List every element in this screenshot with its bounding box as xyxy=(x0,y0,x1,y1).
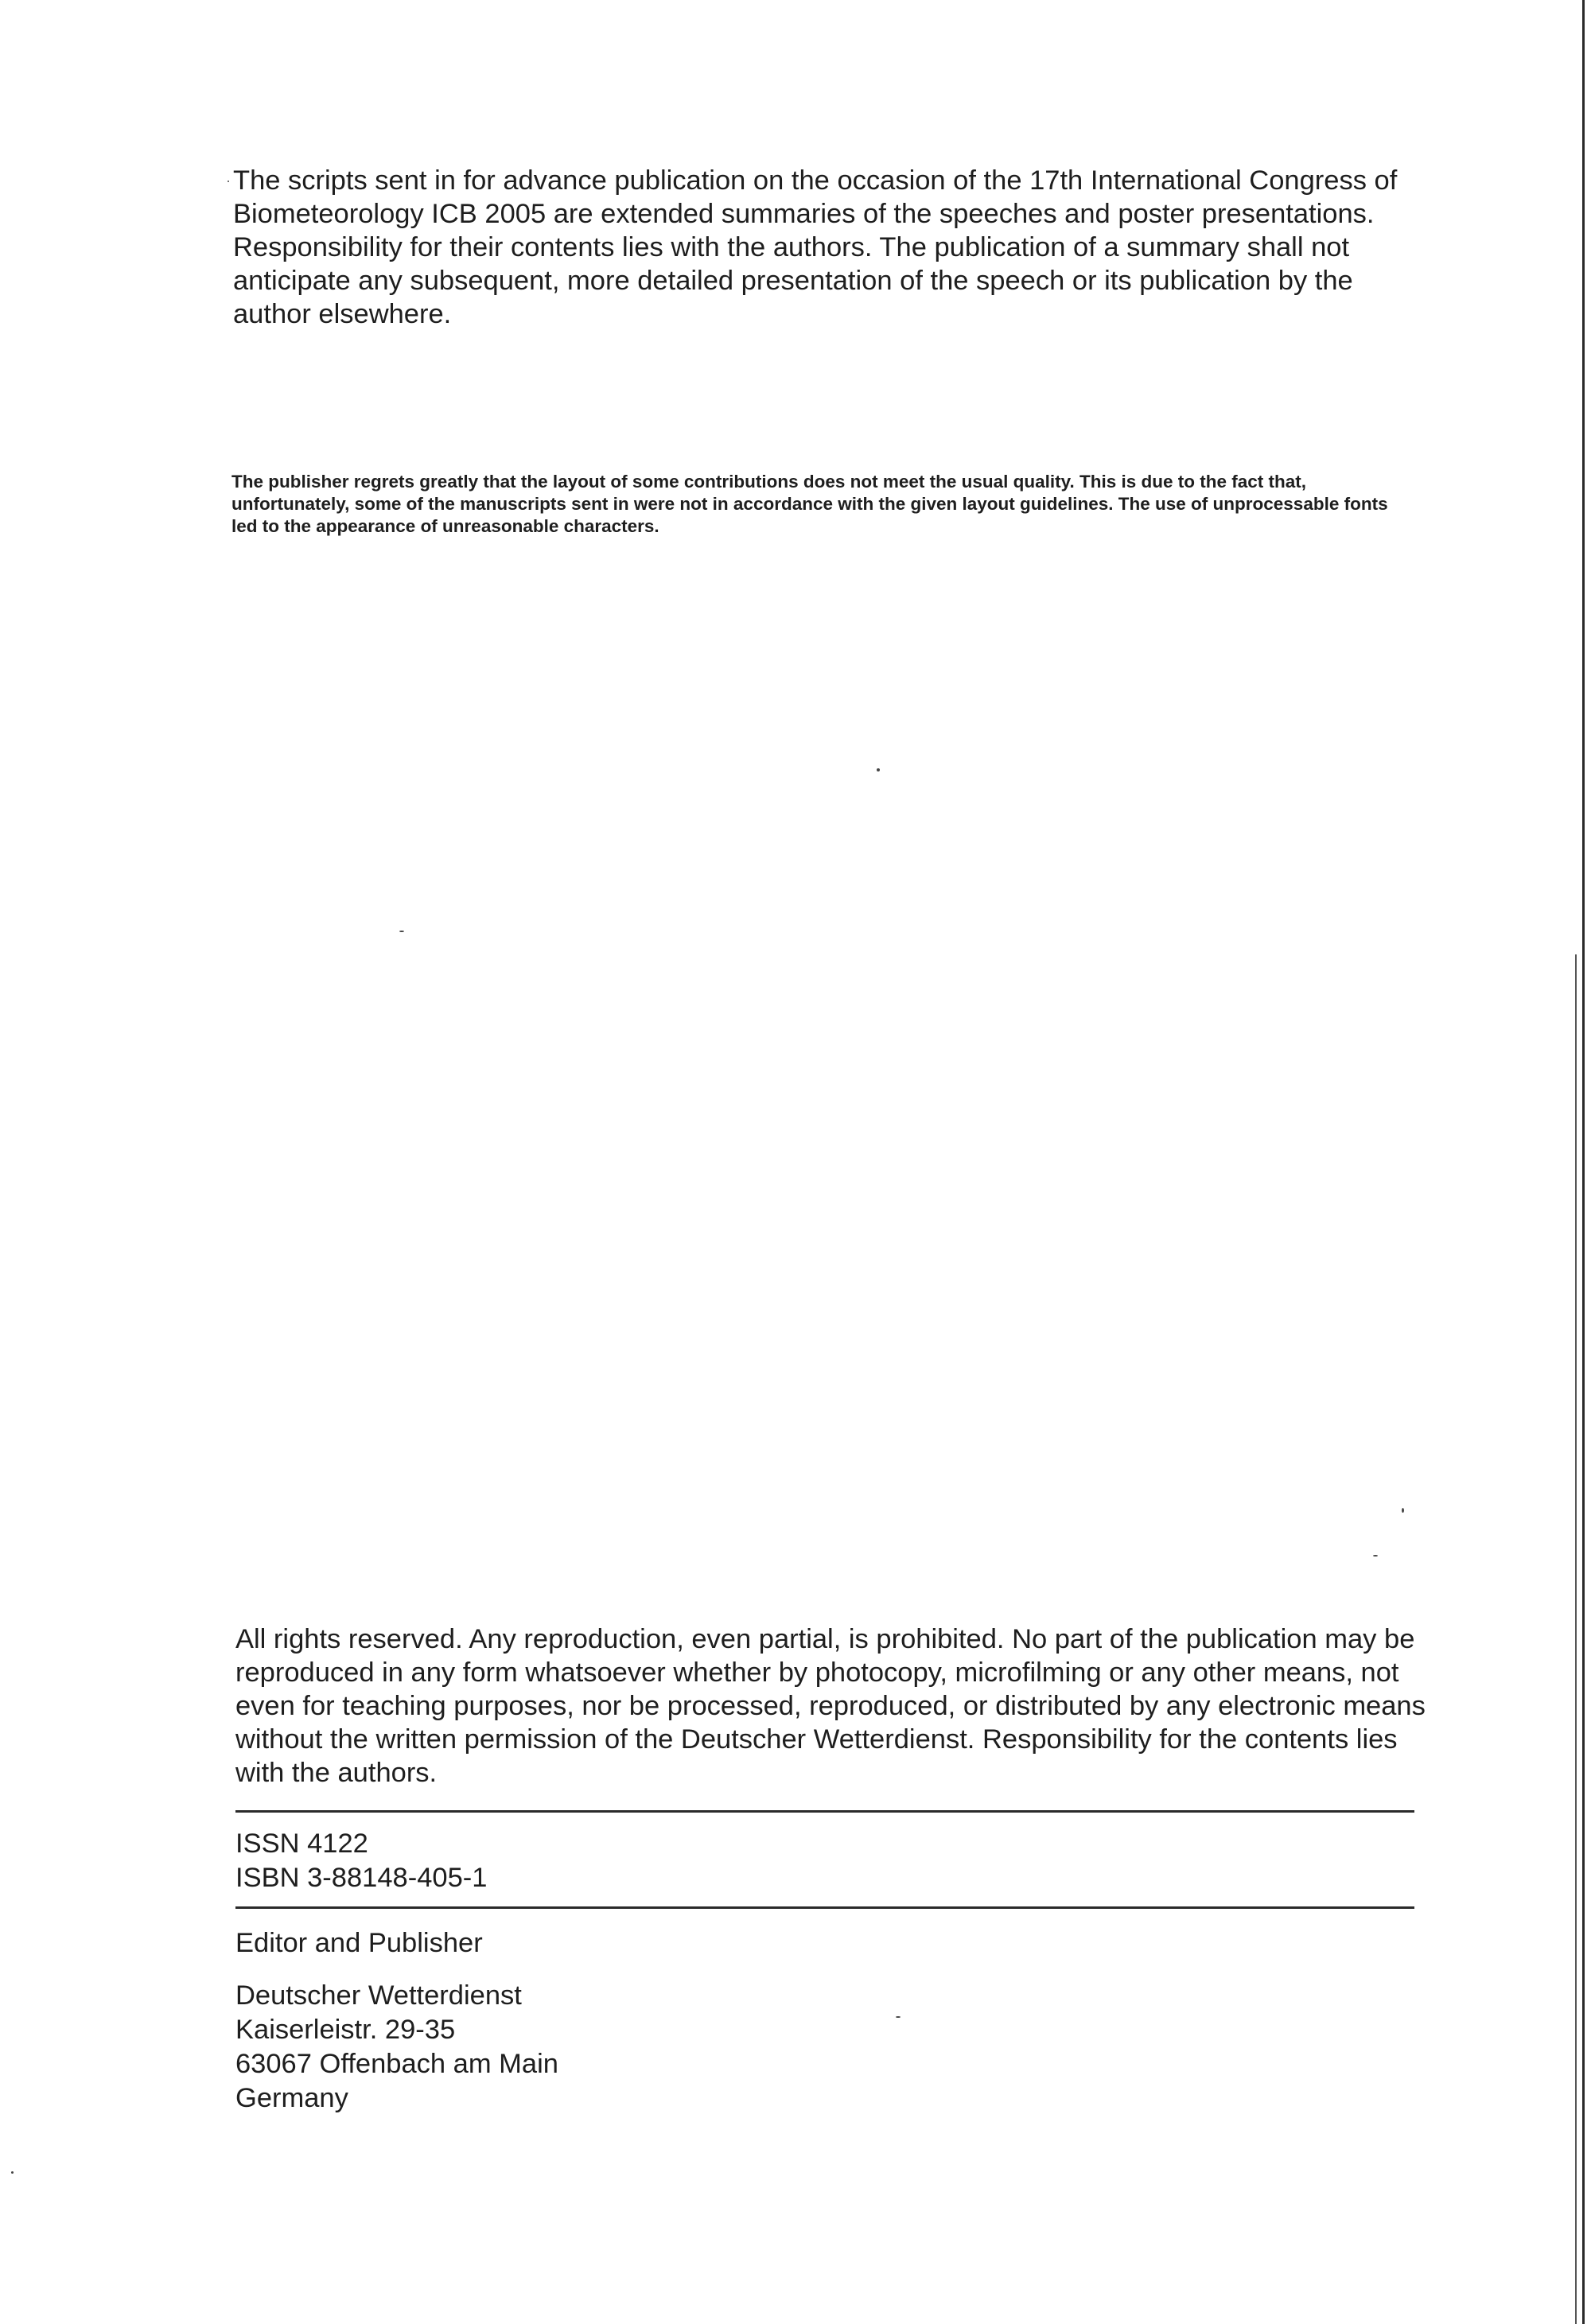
intro-line: The scripts sent in for advance publication on the occasion of the 17th International Congress of xyxy=(233,165,1398,196)
rights-line: with the authors. xyxy=(235,1758,438,1788)
notice-line: led to the appearance of unreasonable characters. xyxy=(231,516,659,536)
rights-paragraph xyxy=(235,1623,1426,1790)
page-edge-shadow-inner xyxy=(1575,954,1577,2324)
scan-speck xyxy=(228,181,229,182)
notice-line: unfortunately, some of the manuscripts sent in were not in accordance with the given layout guidelines. The use of unprocessable fonts xyxy=(231,494,1388,514)
publisher-street: Kaiserleistr. 29-35 xyxy=(235,2015,456,2045)
intro-line: author elsewhere. xyxy=(233,299,452,329)
scan-speck xyxy=(11,2171,14,2174)
scan-speck xyxy=(399,931,404,932)
scan-speck xyxy=(1373,1555,1378,1556)
rights-line: reproduced in any form whatsoever whether by photocopy, microfilming or any other means, not xyxy=(235,1658,1399,1688)
rights-line: All rights reserved. Any reproduction, even partial, is prohibited. No part of the publication may be xyxy=(235,1624,1415,1654)
issn-code: ISSN 4122 xyxy=(235,1828,368,1859)
intro-paragraph xyxy=(233,164,1397,331)
scan-speck xyxy=(1402,1508,1404,1513)
notice-line: The publisher regrets greatly that the layout of some contributions does not meet the usual quality. This is due to the fact that, xyxy=(231,472,1306,492)
publisher-country: Germany xyxy=(235,2083,348,2113)
isbn-code: ISBN 3-88148-405-1 xyxy=(235,1863,488,1893)
publisher-notice xyxy=(231,471,1388,538)
divider-rule xyxy=(235,1906,1414,1909)
publisher-address xyxy=(235,1979,558,2116)
intro-line: Biometeorology ICB 2005 are extended summaries of the speeches and poster presentations. xyxy=(233,199,1375,229)
scan-speck xyxy=(896,2016,901,2018)
publisher-label: Editor and Publisher xyxy=(235,1928,483,1958)
divider-rule xyxy=(235,1810,1414,1813)
rights-line: without the written permission of the Deutscher Wetterdienst. Responsibility for the contents lies xyxy=(235,1724,1398,1755)
publication-codes xyxy=(235,1827,487,1895)
publisher-city: 63067 Offenbach am Main xyxy=(235,2049,558,2079)
page-edge-shadow xyxy=(1582,0,1585,2324)
intro-line: anticipate any subsequent, more detailed presentation of the speech or its publication by the xyxy=(233,266,1353,296)
intro-line: Responsibility for their contents lies with the authors. The publication of a summary shall not xyxy=(233,232,1350,262)
publisher-name: Deutscher Wetterdienst xyxy=(235,1980,522,2011)
rights-line: even for teaching purposes, nor be processed, reproduced, or distributed by any electronic means xyxy=(235,1691,1426,1721)
scan-speck xyxy=(877,768,880,771)
